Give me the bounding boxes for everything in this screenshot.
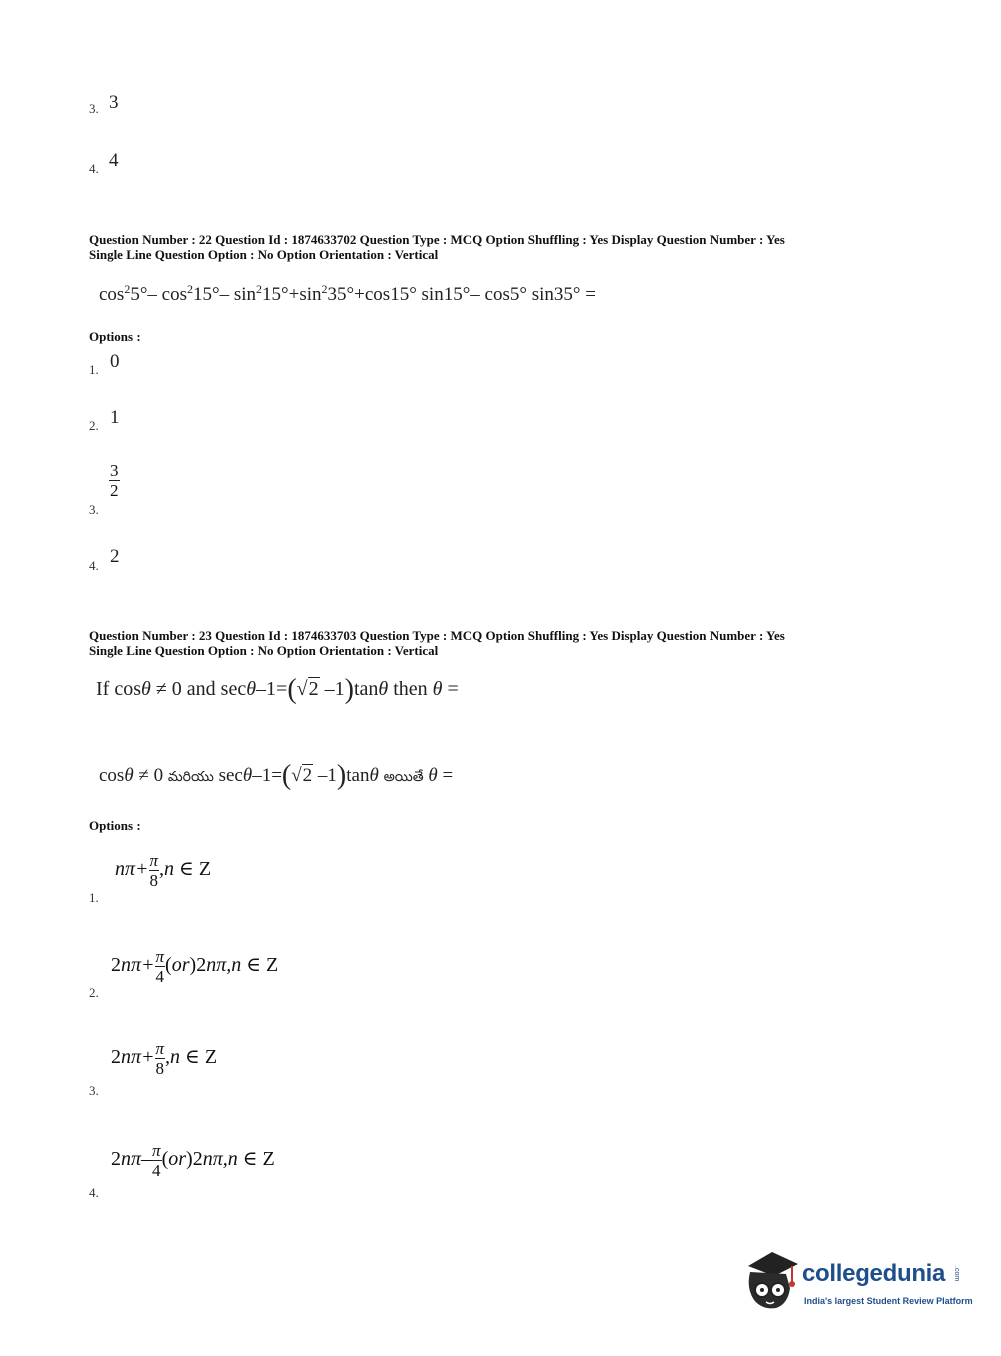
telugu-then: అయితే	[383, 769, 424, 785]
option-fraction	[109, 462, 120, 499]
question-meta-line: Question Number : 22 Question Id : 1874633702 Question Type : MCQ Option Shuffling : Yes Display Question Number : Yes	[89, 232, 785, 247]
options-label: Options :	[89, 329, 141, 344]
option-math: 2nπ+ $\frac{\pi}{8}$ ,n ∈ Z	[111, 1039, 218, 1078]
option-index: 3.	[89, 101, 99, 116]
telugu-and: మరియు	[167, 769, 214, 785]
question-text-english: If cosθ ≠ 0 and secθ–1=(√2 –1)tanθ then θ =	[96, 674, 459, 705]
question-meta	[89, 628, 969, 658]
option-index: 2.	[89, 418, 99, 433]
fraction-denominator: 2	[110, 481, 119, 500]
option-value: 0	[110, 351, 120, 372]
option-math: nπ+ $\frac{\pi}{8}$ ,n ∈ Z	[115, 851, 212, 890]
option-index: 3.	[89, 502, 99, 517]
brand-suffix: .com	[953, 1266, 960, 1282]
options-label: Options :	[89, 818, 141, 833]
option-value: 3	[109, 92, 119, 113]
fraction-numerator: 3	[110, 461, 119, 480]
option-index: 4.	[89, 558, 99, 573]
option-value: 2	[110, 546, 120, 567]
question-meta-line: Single Line Question Option : No Option Orientation : Vertical	[89, 247, 439, 262]
option-index: 1.	[89, 362, 99, 377]
question-meta-line: Question Number : 23 Question Id : 1874633703 Question Type : MCQ Option Shuffling : Yes Display Question Number : Yes	[89, 628, 785, 643]
brand-tagline: India's largest Student Review Platform	[804, 1296, 973, 1306]
mascot-icon	[740, 1248, 802, 1314]
option-math: 2nπ+ $\frac{\pi}{4}$ (or)2nπ,n ∈ Z	[111, 947, 279, 986]
option-value: 1	[110, 407, 120, 428]
option-index: 1.	[89, 890, 99, 905]
brand-name: collegedunia	[802, 1260, 946, 1287]
collegedunia-logo	[740, 1248, 973, 1318]
option-index: 4.	[89, 161, 99, 176]
option-value: 4	[109, 150, 119, 171]
option-math: 2nπ– $\frac{\pi}{4}$ (or)2nπ,n ∈ Z	[111, 1141, 275, 1180]
question-meta-line: Single Line Question Option : No Option Orientation : Vertical	[89, 643, 439, 658]
question-text-telugu: cosθ ≠ 0 మరియు secθ–1=(√2 –1)tanθ అయితే θ =	[99, 760, 454, 791]
option-index: 4.	[89, 1185, 99, 1200]
question-meta	[89, 232, 969, 262]
question-text: $\cos^25^\circ-$ $\cos^215^\circ-$ $\sin^215^\circ+\sin^235^\circ+\cos 15^\circ$ sin15°– cos5° sin35° =	[99, 282, 596, 305]
option-index: 2.	[89, 985, 99, 1000]
option-index: 3.	[89, 1083, 99, 1098]
